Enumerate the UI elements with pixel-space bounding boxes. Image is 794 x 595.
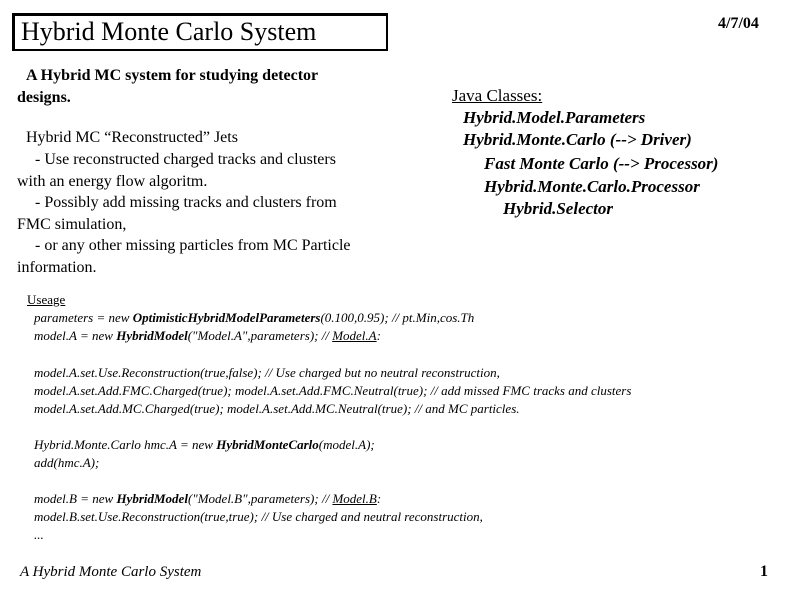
java-classes-title: Java Classes: bbox=[452, 86, 543, 105]
jets-heading: Hybrid MC “Reconstructed” Jets bbox=[26, 129, 238, 146]
jets-line-1: - Use reconstructed charged tracks and clusters bbox=[35, 151, 336, 168]
jets-line-4: FMC simulation, bbox=[17, 216, 127, 233]
intro-line-2: designs. bbox=[17, 89, 71, 106]
code-line-3: model.A.set.Use.Reconstruction(true,false); // Use charged but no neutral reconstruction, bbox=[34, 365, 500, 380]
code-line-9: model.B.set.Use.Reconstruction(true,true); // Use charged and neutral reconstruction, bbox=[34, 509, 483, 524]
code-line-1: parameters = new OptimisticHybridModelParameters(0.100,0.95); // pt.Min,cos.Th bbox=[34, 310, 475, 325]
page-title: Hybrid Monte Carlo System bbox=[15, 16, 386, 49]
jets-line-3: - Possibly add missing tracks and clusters from bbox=[35, 194, 337, 211]
java-class-item: Hybrid.Monte.Carlo.Processor bbox=[484, 177, 700, 196]
code-line-6: Hybrid.Monte.Carlo hmc.A = new HybridMonteCarlo(model.A); bbox=[34, 437, 375, 452]
code-line-2: model.A = new HybridModel("Model.A",parameters); // Model.A: bbox=[34, 328, 381, 343]
jets-line-5: - or any other missing particles from MC Particle bbox=[35, 237, 351, 254]
footer-title: A Hybrid Monte Carlo System bbox=[20, 564, 202, 580]
code-line-10: ... bbox=[34, 527, 44, 542]
code-line-5: model.A.set.Add.MC.Charged(true); model.A.set.Add.MC.Neutral(true); // and MC particles. bbox=[34, 401, 520, 416]
code-line-4: model.A.set.Add.FMC.Charged(true); model.A.set.Add.FMC.Neutral(true); // add missed FMC tracks and clusters bbox=[34, 383, 632, 398]
usage-heading: Useage bbox=[27, 292, 66, 307]
java-class-item: Fast Monte Carlo (--> Processor) bbox=[484, 154, 719, 173]
jets-line-6: information. bbox=[17, 259, 97, 276]
date: 4/7/04 bbox=[718, 15, 759, 32]
java-class-item: Hybrid.Selector bbox=[503, 199, 614, 218]
java-class-item: Hybrid.Monte.Carlo (--> Driver) bbox=[463, 130, 692, 149]
java-class-item: Hybrid.Model.Parameters bbox=[463, 108, 646, 127]
intro-line-1: A Hybrid MC system for studying detector bbox=[26, 67, 319, 84]
title-box bbox=[12, 13, 388, 51]
jets-line-2: with an energy flow algoritm. bbox=[17, 173, 208, 190]
code-line-8: model.B = new HybridModel("Model.B",parameters); // Model.B: bbox=[34, 491, 382, 506]
code-line-7: add(hmc.A); bbox=[34, 455, 100, 470]
page-number: 1 bbox=[760, 563, 768, 580]
